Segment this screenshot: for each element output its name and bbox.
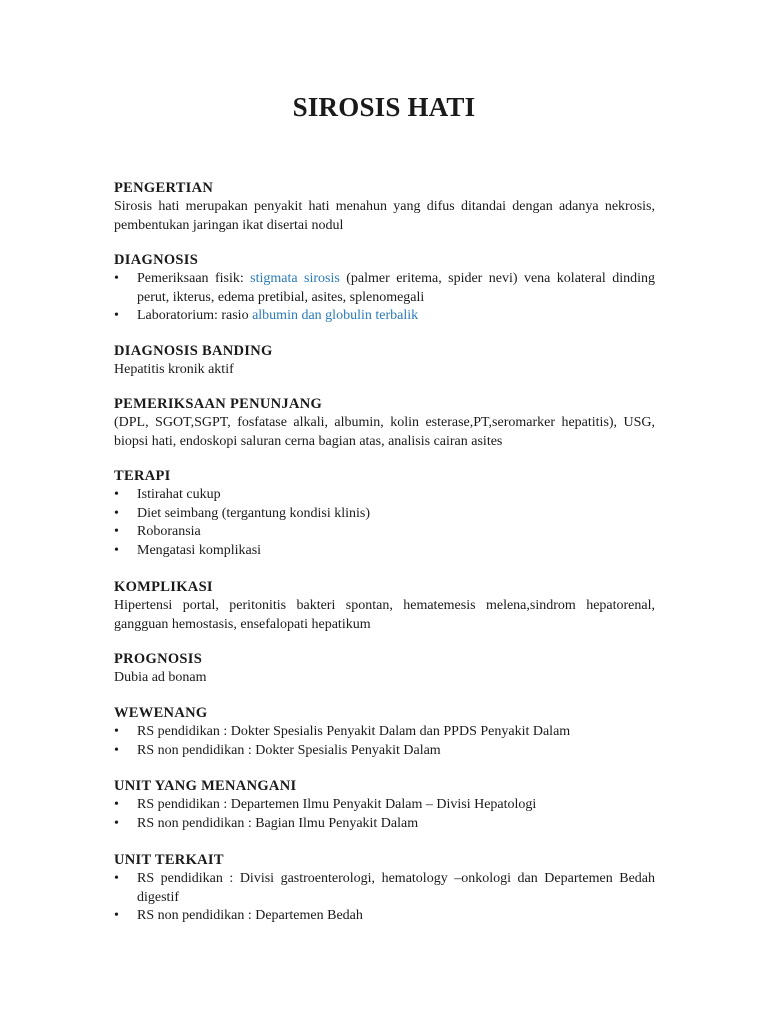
section-text: Dubia ad bonam (114, 670, 207, 685)
item-text: Pemeriksaan fisik: (137, 271, 251, 286)
section-pengertian (114, 179, 655, 235)
list-item: • RS pendidikan : Departemen Ilmu Penyakit Dalam – Divisi Hepatologi (114, 796, 655, 815)
bullet-list (114, 270, 655, 326)
section-heading: TERAPI (114, 468, 171, 484)
section-diagnosis (114, 251, 655, 326)
section-unit-terkait (114, 851, 655, 926)
bullet-list (114, 723, 655, 760)
list-item: • Diet seimbang (tergantung kondisi klinis) (114, 505, 655, 524)
item-text: (palmer eritema, spider nevi) vena kolateral dinding perut, ikterus, edema pretibial, asites, splenomegali (137, 271, 655, 305)
list-item: • Mengatasi komplikasi (114, 542, 655, 561)
list-item: • Roboransia (114, 523, 655, 542)
section-diagnosis-banding (114, 342, 655, 380)
section-heading: DIAGNOSIS BANDING (114, 343, 273, 359)
list-item (114, 307, 655, 326)
list-item: • Istirahat cukup (114, 486, 655, 505)
list-item: • RS pendidikan : Divisi gastroenterologi, hematology –onkologi dan Departemen Bedah digestif (114, 870, 655, 907)
bullet-list (114, 870, 655, 926)
list-item: • RS non pendidikan : Bagian Ilmu Penyakit Dalam (114, 815, 655, 834)
section-text: Hepatitis kronik aktif (114, 362, 234, 377)
link-albumin-globulin[interactable]: albumin dan globulin terbalik (252, 308, 419, 323)
list-item: • RS non pendidikan : Dokter Spesialis Penyakit Dalam (114, 742, 655, 761)
document-title: SIROSIS HATI (292, 92, 476, 122)
item-text: Laboratorium: rasio (137, 308, 253, 323)
section-heading: PEMERIKSAAN PENUNJANG (114, 396, 323, 412)
section-prognosis (114, 650, 655, 688)
section-text: (DPL, SGOT,SGPT, fosfatase alkali, albumin, kolin esterase,PT,seromarker hepatitis), USG, biopsi hati, endoskopi saluran cerna bagian atas, analisis cairan asites (114, 415, 655, 449)
section-heading: UNIT YANG MENANGANI (114, 778, 297, 794)
section-unit-yang-menangani (114, 777, 655, 833)
section-heading: KOMPLIKASI (114, 579, 213, 595)
section-komplikasi (114, 578, 655, 634)
section-heading: DIAGNOSIS (114, 252, 199, 268)
list-item: • RS non pendidikan : Departemen Bedah (114, 907, 655, 926)
section-heading: PROGNOSIS (114, 651, 203, 667)
list-item (114, 270, 655, 307)
bullet-list (114, 796, 655, 833)
section-heading: UNIT TERKAIT (114, 852, 224, 868)
section-heading: WEWENANG (114, 705, 208, 721)
section-pemeriksaan-penunjang (114, 395, 655, 451)
section-text: Hipertensi portal, peritonitis bakteri spontan, hematemesis melena,sindrom hepatorenal, gangguan hemostasis, ensefalopati hepatikum (114, 598, 655, 632)
list-item: • RS pendidikan : Dokter Spesialis Penyakit Dalam dan PPDS Penyakit Dalam (114, 723, 655, 742)
section-wewenang (114, 704, 655, 760)
link-stigmata-sirosis[interactable]: stigmata sirosis (250, 271, 340, 286)
section-terapi (114, 467, 655, 560)
section-text: Sirosis hati merupakan penyakit hati menahun yang difus ditandai dengan adanya nekrosis, pembentukan jaringan ikat disertai nodul (114, 199, 655, 233)
section-heading: PENGERTIAN (114, 180, 214, 196)
bullet-list (114, 486, 655, 560)
